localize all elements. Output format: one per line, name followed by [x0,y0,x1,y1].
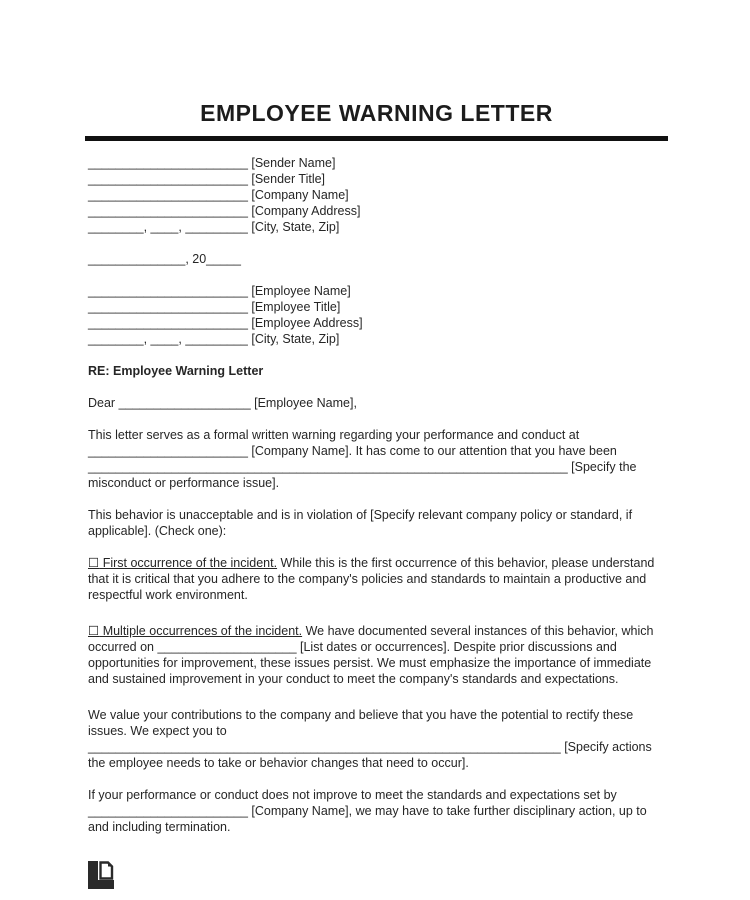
legal-templates-logo-icon [88,861,114,889]
paragraph-intro [88,427,665,491]
paragraph-expectations [88,707,665,771]
consequences-line-3: and including termination. [88,820,231,834]
first-occurrence-line-2: that it is critical that you adhere to the company's policies and standards to maintain a productive and [88,572,647,586]
salutation-line: Dear ___________________ [Employee Name], [88,396,357,410]
sender-name-line: _______________________ [Sender Name] [88,156,336,170]
employee-name-line: _______________________ [Employee Name] [88,284,351,298]
title-divider-rule [85,136,668,141]
date-line: ______________, 20_____ [88,252,241,266]
intro-line-1: This letter serves as a formal written warning regarding your performance and conduct at [88,428,580,442]
multiple-occurrences-line-2: occurred on ____________________ [List dates or occurrences]. Despite prior discussions and [88,640,617,654]
option-multiple-occurrences [88,623,665,687]
expectations-line-2: issues. We expect you to [88,724,227,738]
paragraph-consequences [88,787,665,835]
violation-line-1: This behavior is unacceptable and is in violation of [Specify relevant company policy or standard, if [88,508,633,522]
salutation-block [88,395,665,411]
expectations-line-3: ____________________________________________________________________ [Specify actions [88,740,652,754]
paragraph-violation [88,507,665,539]
intro-line-4: misconduct or performance issue]. [88,476,280,490]
first-occurrence-rest: While this is the first occurrence of this behavior, please understand [277,556,655,570]
company-address-line: _______________________ [Company Address] [88,204,361,218]
checkbox-icon[interactable]: ☐ [88,624,100,638]
subject-line: RE: Employee Warning Letter [88,364,264,378]
brand-logo [88,861,665,889]
employee-title-line: _______________________ [Employee Title] [88,300,341,314]
multiple-occurrences-lead [88,624,302,638]
sender-address-block [88,155,665,235]
option-first-occurrence [88,555,665,603]
consequences-line-1: If your performance or conduct does not improve to meet the standards and expectations set by [88,788,617,802]
intro-line-2: _______________________ [Company Name]. It has come to our attention that you have been [88,444,617,458]
first-occurrence-line-1 [88,555,665,571]
first-occurrence-line-3: respectful work environment. [88,588,248,602]
company-name-line: _______________________ [Company Name] [88,188,349,202]
first-occurrence-lead-text: First occurrence of the incident. [99,556,278,570]
checkbox-icon[interactable]: ☐ [88,556,100,570]
consequences-line-2: _______________________ [Company Name], we may have to take further disciplinary action, up to [88,804,647,818]
expectations-line-4: the employee needs to take or behavior changes that need to occur]. [88,756,469,770]
recipient-city-state-zip-line: ________, ____, _________ [City, State, Zip] [88,332,340,346]
sender-title-line: _______________________ [Sender Title] [88,172,326,186]
expectations-line-1: We value your contributions to the company and believe that you have the potential to rectify these [88,708,634,722]
recipient-address-block [88,283,665,347]
subject-block [88,363,665,379]
violation-line-2: applicable]. (Check one): [88,524,227,538]
multiple-occurrences-rest: We have documented several instances of this behavior, which [302,624,654,638]
employee-address-line: _______________________ [Employee Address] [88,316,363,330]
multiple-occurrences-line-4: and sustained improvement in your conduct to meet the company's standards and expectations. [88,672,619,686]
multiple-occurrences-lead-text: Multiple occurrences of the incident. [99,624,303,638]
multiple-occurrences-line-1 [88,623,665,639]
intro-line-3: _____________________________________________________________________ [Specify the [88,460,637,474]
sender-city-state-zip-line: ________, ____, _________ [City, State, Zip] [88,220,340,234]
first-occurrence-lead [88,556,277,570]
date-block [88,251,665,267]
multiple-occurrences-line-3: opportunities for improvement, these issues persist. We must emphasize the importance of immediate [88,656,652,670]
document-title: EMPLOYEE WARNING LETTER [200,100,553,126]
